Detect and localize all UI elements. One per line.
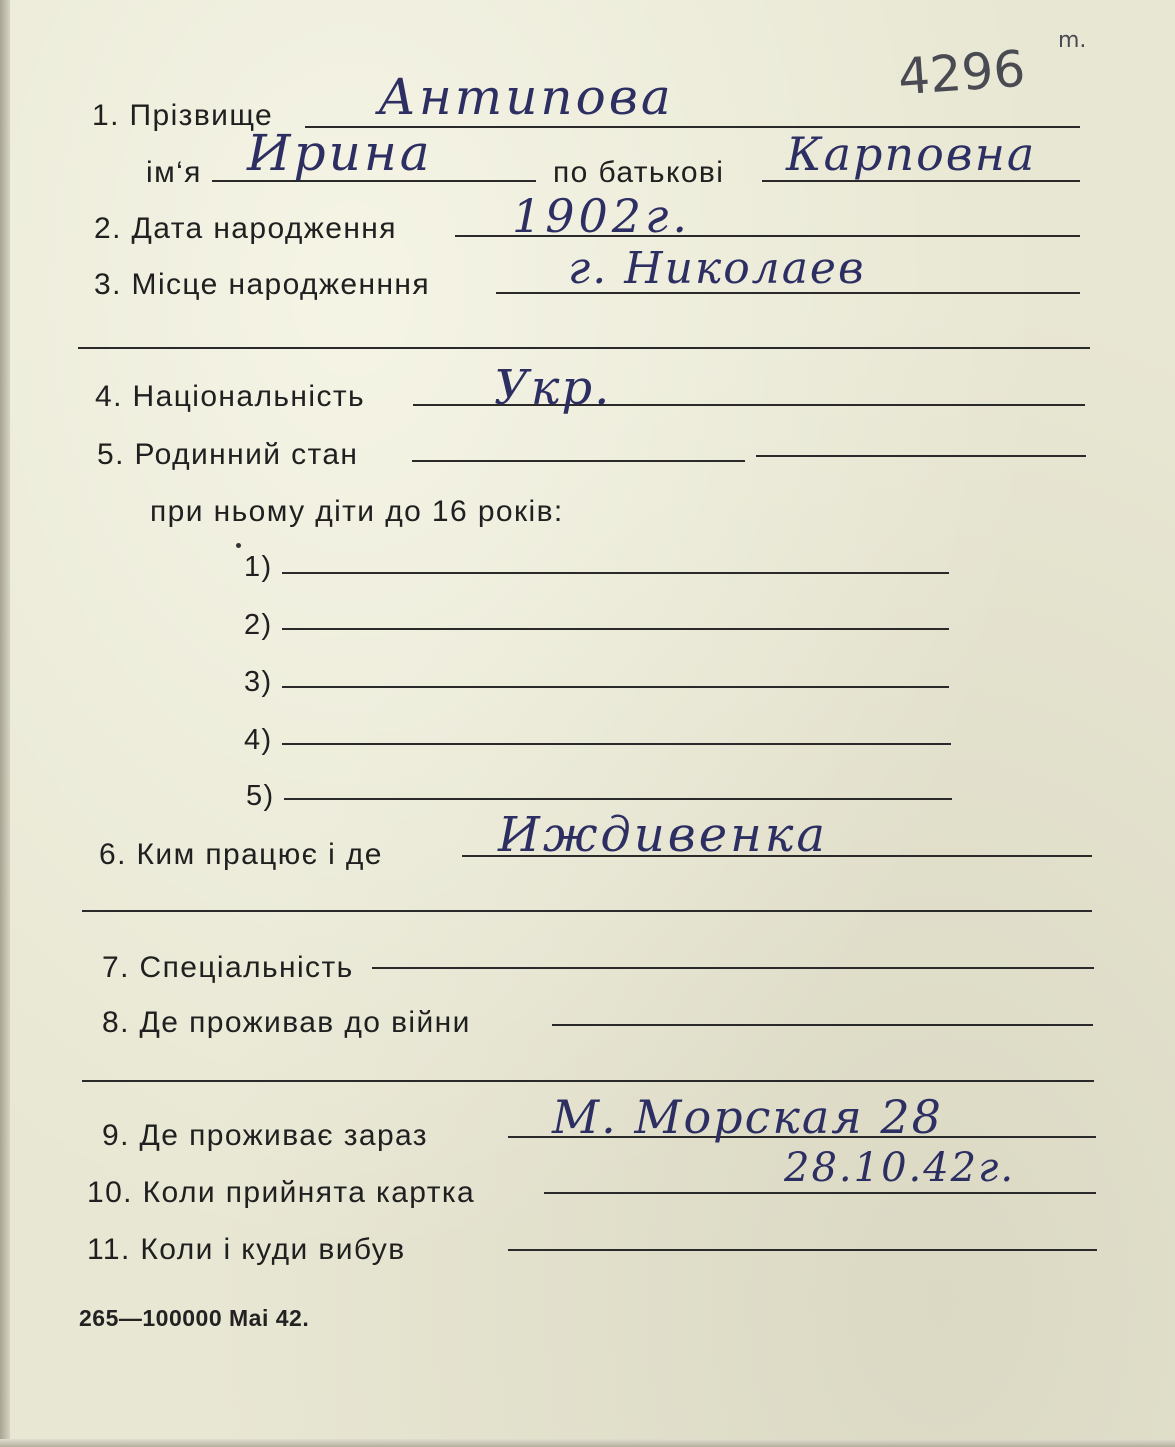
birth-place-label: 3. Місце народженння: [94, 268, 431, 301]
child-2-line: [282, 628, 949, 630]
prewar-residence-line: [552, 1024, 1093, 1026]
card-accepted-line: [544, 1192, 1096, 1194]
patronymic-value[interactable]: Карповна: [786, 127, 1037, 181]
first-name-value[interactable]: Ирина: [247, 124, 433, 182]
archive-number: 4296: [896, 39, 1028, 107]
birth-date-label: 2. Дата народження: [94, 212, 397, 245]
child-1-line: [282, 572, 949, 574]
marital-status-line-1: [412, 460, 745, 462]
prewar-residence-extra-line: [82, 1080, 1094, 1082]
nationality-value[interactable]: Укр.: [494, 360, 612, 416]
current-residence-value[interactable]: М. Морская 28: [552, 1090, 943, 1144]
occupation-label: 6. Ким працює і де: [99, 838, 383, 871]
specialty-line: [372, 967, 1094, 969]
child-3-label: 3): [244, 666, 273, 698]
print-run-footer: 265—100000 Mai 42.: [79, 1305, 310, 1331]
ink-dot: [236, 543, 241, 548]
departed-label: 11. Коли і куди вибув: [87, 1233, 406, 1266]
child-5-label: 5): [246, 780, 275, 812]
paper-edge-bottom: [0, 1439, 1175, 1447]
surname-value[interactable]: Антипова: [378, 68, 674, 126]
occupation-value[interactable]: Иждивенка: [498, 807, 828, 863]
birth-place-value[interactable]: г. Николаев: [568, 243, 866, 294]
child-1-label: 1): [244, 551, 273, 583]
child-5-line: [284, 798, 952, 800]
children-heading: при ньому діти до 16 років:: [150, 495, 564, 528]
birth-date-value[interactable]: 1902г.: [512, 189, 691, 243]
departed-line: [508, 1249, 1097, 1251]
child-4-line: [282, 743, 951, 745]
surname-label: 1. Прізвище: [92, 99, 274, 132]
child-4-label: 4): [244, 724, 273, 756]
archive-number-suffix: m.: [1058, 28, 1087, 53]
specialty-label: 7. Спеціальність: [102, 951, 354, 984]
current-residence-label: 9. Де проживає зараз: [102, 1119, 428, 1152]
marital-status-label: 5. Родинний стан: [97, 438, 359, 471]
card-accepted-label: 10. Коли прийнята картка: [87, 1176, 476, 1209]
card-accepted-value[interactable]: 28.10.42г.: [784, 1145, 1016, 1191]
nationality-label: 4. Національність: [95, 380, 366, 413]
marital-status-line-2: [756, 455, 1086, 457]
child-3-line: [282, 686, 949, 688]
paper-edge-left: [0, 0, 10, 1447]
prewar-residence-label: 8. Де проживав до війни: [102, 1006, 471, 1039]
patronymic-label: по батькові: [553, 156, 725, 189]
child-2-label: 2): [244, 609, 273, 641]
first-name-label: ім‘я: [146, 156, 202, 189]
birth-place-extra-line: [78, 347, 1090, 349]
occupation-extra-line: [82, 910, 1092, 912]
